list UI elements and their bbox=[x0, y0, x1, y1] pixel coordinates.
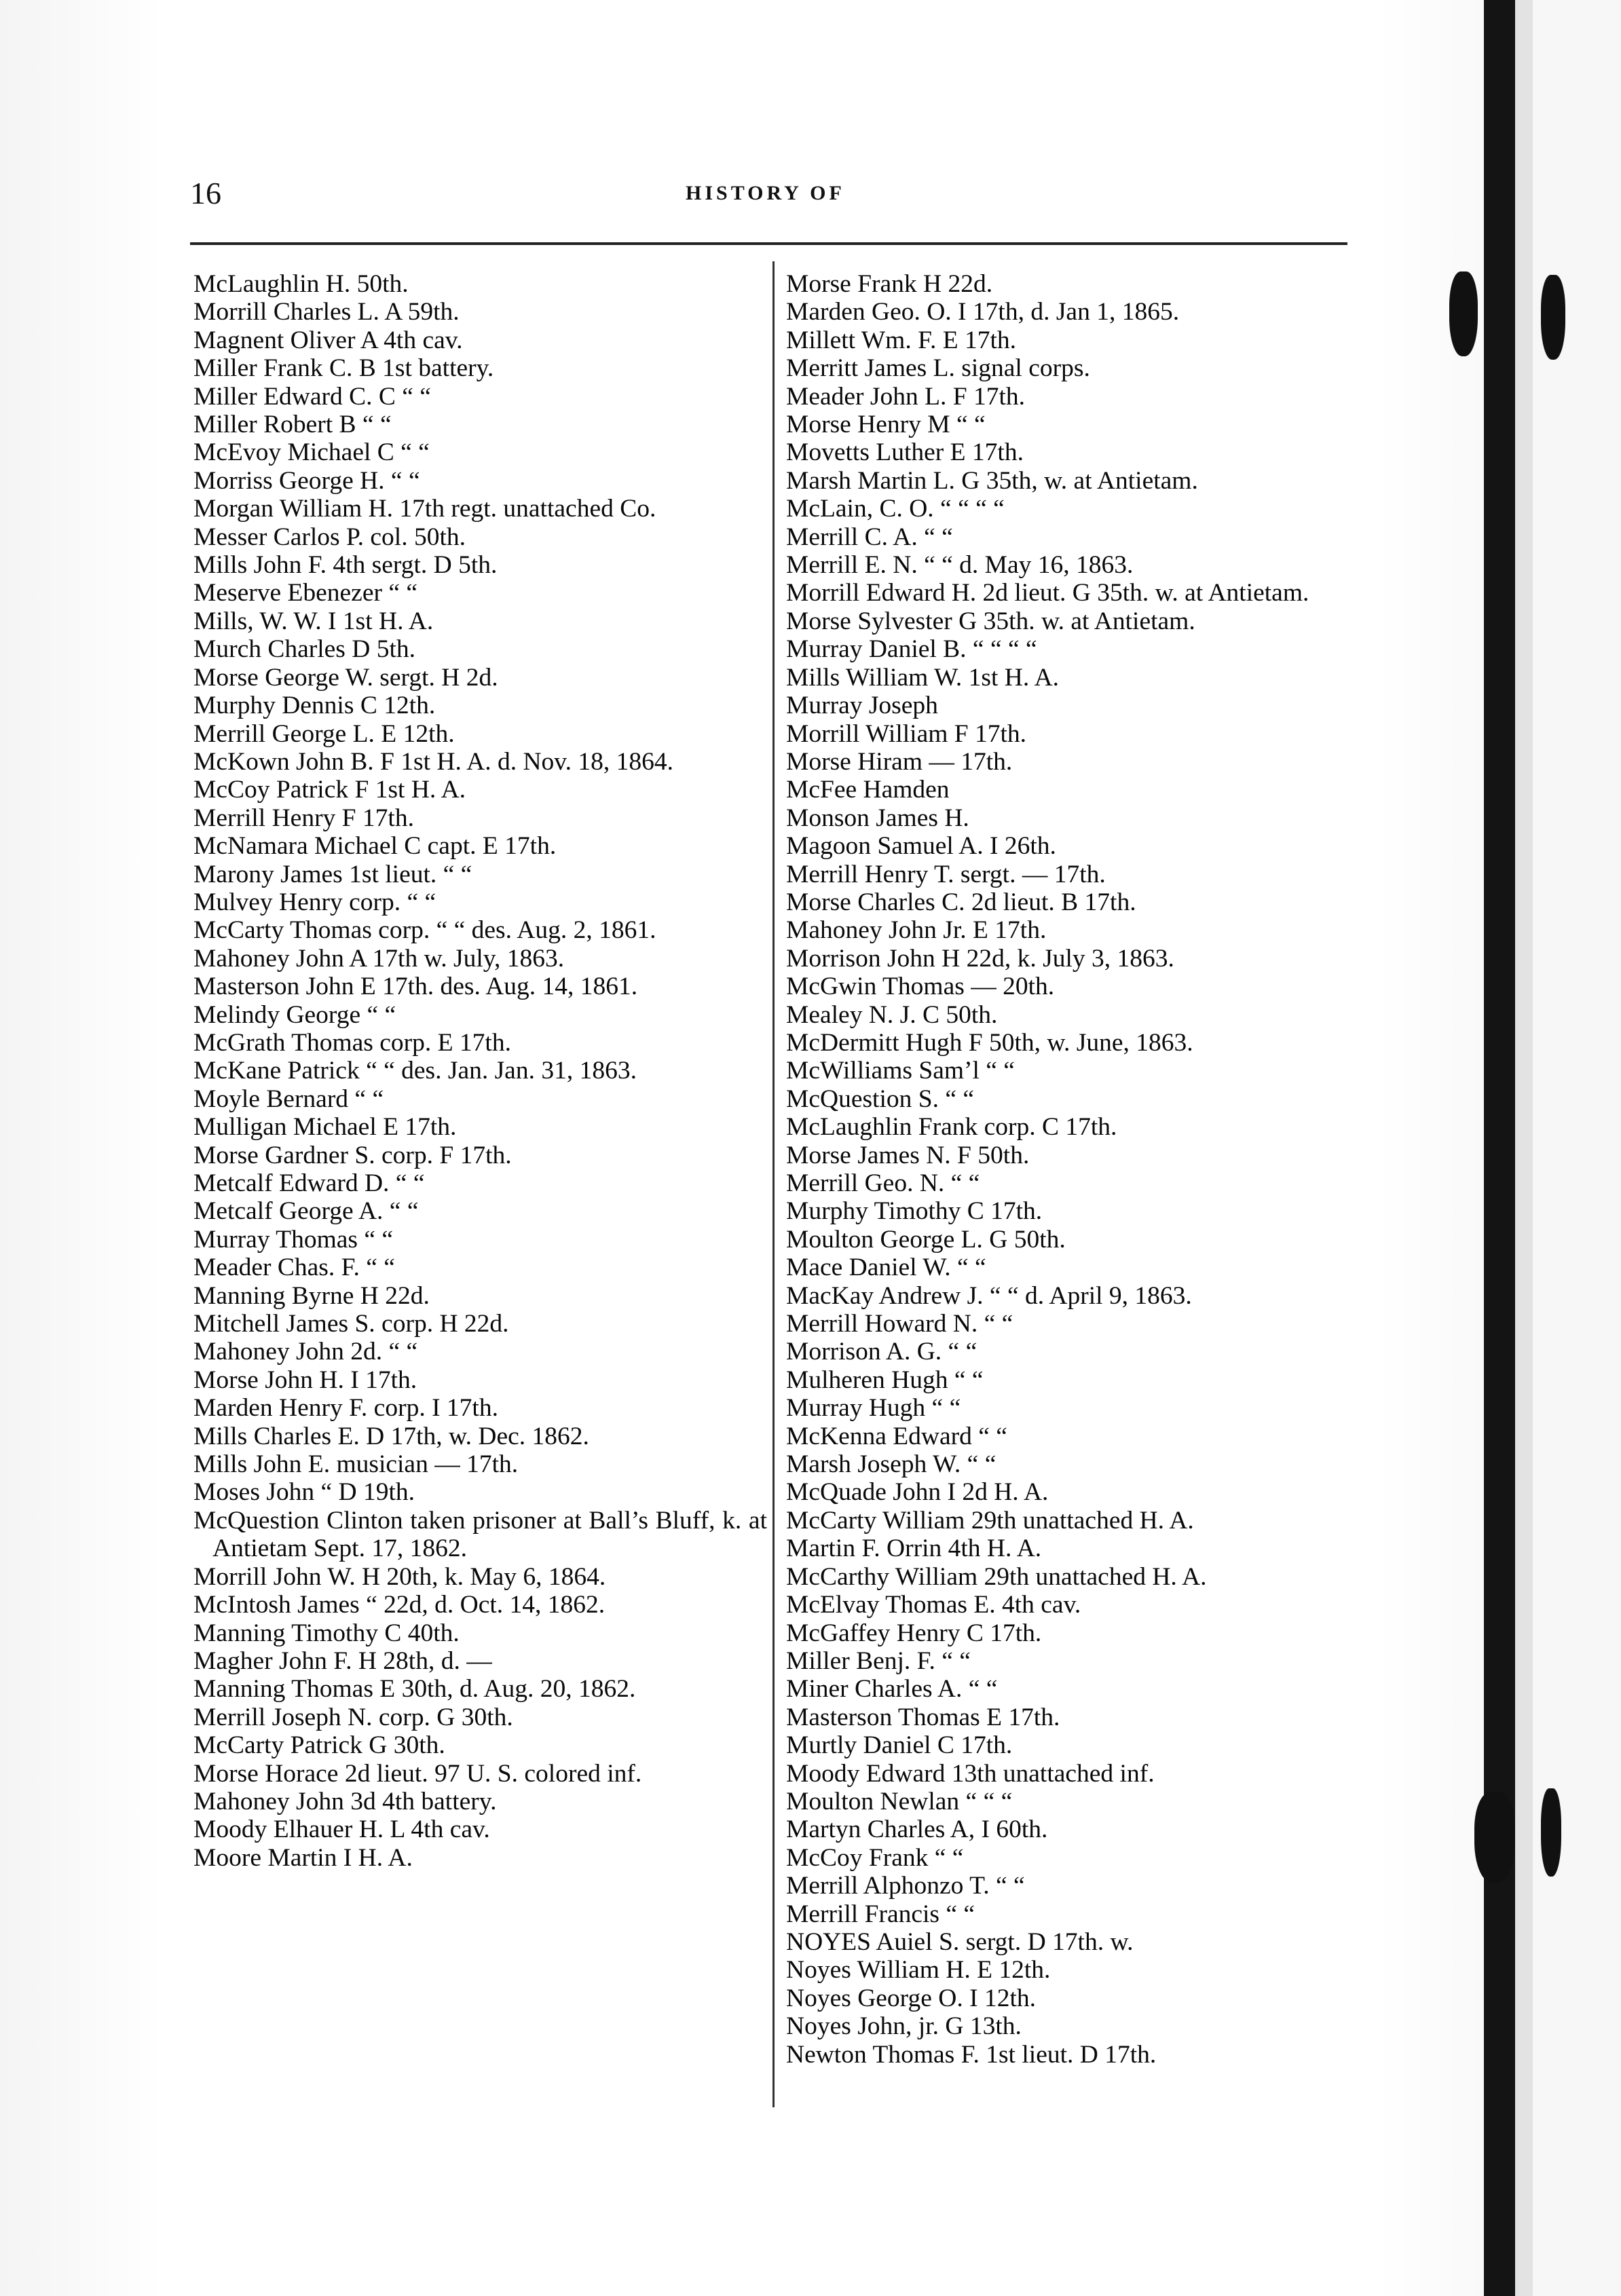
roster-entry: Murch Charles D 5th. bbox=[193, 635, 416, 664]
roster-entry: Mace Daniel W. “ “ bbox=[786, 1254, 986, 1282]
roster-entry: Morse John H. I 17th. bbox=[193, 1366, 417, 1394]
roster-entry: Meader John L. F 17th. bbox=[786, 382, 1026, 411]
roster-entry: Morse Frank H 22d. bbox=[786, 270, 993, 298]
roster-entry: McCarthy William 29th unattached H. A. bbox=[786, 1562, 1207, 1591]
roster-entry: Moody Elhauer H. L 4th cav. bbox=[193, 1815, 490, 1844]
roster-entry: McLaughlin H. 50th. bbox=[193, 270, 409, 298]
roster-entry: Mills Charles E. D 17th, w. Dec. 1862. bbox=[193, 1422, 589, 1450]
roster-entry: Manning Thomas E 30th, d. Aug. 20, 1862. bbox=[193, 1675, 636, 1704]
roster-entry: McGrath Thomas corp. E 17th. bbox=[193, 1028, 511, 1057]
roster-entry: Moore Martin I H. A. bbox=[193, 1843, 413, 1872]
roster-entry: Merrill C. A. “ “ bbox=[786, 523, 953, 551]
binding-gutter-shadow bbox=[1484, 0, 1515, 2296]
roster-entry: Marden Henry F. corp. I 17th. bbox=[193, 1394, 498, 1423]
roster-entry: Marsh Martin L. G 35th, w. at Antietam. bbox=[786, 466, 1198, 495]
roster-entry: Mealey N. J. C 50th. bbox=[786, 1000, 998, 1029]
roster-entry: McFee Hamden bbox=[786, 776, 950, 804]
roster-entry: Miller Robert B “ “ bbox=[193, 411, 392, 439]
roster-entry: Marsh Joseph W. “ “ bbox=[786, 1450, 996, 1479]
roster-entry: Miller Benj. F. “ “ bbox=[786, 1646, 971, 1675]
roster-entry: Morse Gardner S. corp. F 17th. bbox=[193, 1141, 512, 1169]
roster-entry: Moody Edward 13th unattached inf. bbox=[786, 1759, 1155, 1788]
roster-entry: McKown John B. F 1st H. A. d. Nov. 18, 1864. bbox=[193, 747, 673, 776]
roster-entry: Noyes John, jr. G 13th. bbox=[786, 2012, 1022, 2041]
roster-entry: McLain, C. O. “ “ “ “ bbox=[786, 495, 1005, 523]
roster-entry: Merritt James L. signal corps. bbox=[786, 354, 1090, 383]
roster-entry: Miller Frank C. B 1st battery. bbox=[193, 354, 494, 383]
roster-entry: Mulligan Michael E 17th. bbox=[193, 1113, 457, 1142]
roster-entry: Magher John F. H 28th, d. — bbox=[193, 1646, 492, 1675]
roster-entry: Masterson John E 17th. des. Aug. 14, 1861. bbox=[193, 973, 638, 1001]
roster-entry: Mahoney John A 17th w. July, 1863. bbox=[193, 944, 565, 973]
roster-entry: Noyes William H. E 12th. bbox=[786, 1956, 1051, 1984]
roster-entry: McQuade John I 2d H. A. bbox=[786, 1478, 1049, 1507]
roster-entry: Murray Hugh “ “ bbox=[786, 1394, 961, 1423]
header-rule bbox=[190, 242, 1347, 245]
roster-entry: Murray Joseph bbox=[786, 692, 938, 720]
roster-entry: Moulton Newlan “ “ “ bbox=[786, 1787, 1013, 1815]
roster-entry: Moulton George L. G 50th. bbox=[786, 1225, 1066, 1254]
roster-entry: Marden Geo. O. I 17th, d. Jan 1, 1865. bbox=[786, 298, 1180, 326]
roster-entry: McKenna Edward “ “ bbox=[786, 1422, 1007, 1450]
roster-entry: McNamara Michael C capt. E 17th. bbox=[193, 832, 557, 861]
roster-entry: McEvoy Michael C “ “ bbox=[193, 438, 430, 467]
roster-entry: Morse Sylvester G 35th. w. at Antietam. bbox=[786, 607, 1195, 635]
ink-blot bbox=[1449, 271, 1478, 356]
roster-entry: McLaughlin Frank corp. C 17th. bbox=[786, 1113, 1117, 1142]
roster-entry: Morgan William H. 17th regt. unattached Co. bbox=[193, 495, 656, 523]
roster-entry: McCarty William 29th unattached H. A. bbox=[786, 1506, 1194, 1535]
right-column bbox=[786, 270, 1373, 2069]
roster-entry: Melindy George “ “ bbox=[193, 1000, 396, 1029]
roster-entry: Miner Charles A. “ “ bbox=[786, 1675, 998, 1704]
roster-entry: Magoon Samuel A. I 26th. bbox=[786, 832, 1056, 861]
roster-entry: Morrill Edward H. 2d lieut. G 35th. w. at Antietam. bbox=[786, 579, 1309, 607]
roster-entry: McCoy Patrick F 1st H. A. bbox=[193, 776, 466, 804]
roster-entry: Miller Edward C. C “ “ bbox=[193, 382, 431, 411]
roster-entry: NOYES Auiel S. sergt. D 17th. w. bbox=[786, 1927, 1134, 1956]
roster-entry: Murphy Timothy C 17th. bbox=[786, 1197, 1043, 1226]
roster-entry: Mills, W. W. I 1st H. A. bbox=[193, 607, 434, 635]
roster-entry: Murray Daniel B. “ “ “ “ bbox=[786, 635, 1037, 664]
roster-entry: Murphy Dennis C 12th. bbox=[193, 692, 436, 720]
roster-entry: Morrison A. G. “ “ bbox=[786, 1338, 977, 1366]
ink-blot bbox=[1541, 275, 1565, 360]
roster-entry: Morse Horace 2d lieut. 97 U. S. colored inf. bbox=[193, 1759, 642, 1788]
roster-entry: Martin F. Orrin 4th H. A. bbox=[786, 1535, 1042, 1563]
roster-entry: Manning Timothy C 40th. bbox=[193, 1619, 460, 1647]
roster-entry: McWilliams Sam’l “ “ bbox=[786, 1057, 1015, 1085]
roster-entry: McCarty Thomas corp. “ “ des. Aug. 2, 1861. bbox=[193, 916, 656, 945]
roster-entry: Morse James N. F 50th. bbox=[786, 1141, 1030, 1169]
page-number: 16 bbox=[190, 176, 221, 210]
roster-entry: Messer Carlos P. col. 50th. bbox=[193, 523, 466, 551]
roster-entry: Morrill William F 17th. bbox=[786, 719, 1027, 748]
roster-entry: Morse George W. sergt. H 2d. bbox=[193, 663, 498, 692]
roster-entry: Moses John “ D 19th. bbox=[193, 1478, 415, 1507]
roster-entry: McCarty Patrick G 30th. bbox=[193, 1731, 445, 1760]
roster-entry: Mulvey Henry corp. “ “ bbox=[193, 888, 436, 916]
roster-entry: Mulheren Hugh “ “ bbox=[786, 1366, 984, 1394]
roster-entry: McCoy Frank “ “ bbox=[786, 1843, 964, 1872]
roster-entry: McDermitt Hugh F 50th, w. June, 1863. bbox=[786, 1028, 1193, 1057]
roster-entry: Morse Charles C. 2d lieut. B 17th. bbox=[786, 888, 1136, 916]
roster-entry: MacKay Andrew J. “ “ d. April 9, 1863. bbox=[786, 1281, 1192, 1310]
roster-entry: Murray Thomas “ “ bbox=[193, 1225, 394, 1254]
roster-entry: Mahoney John 3d 4th battery. bbox=[193, 1787, 497, 1815]
roster-entry: Murtly Daniel C 17th. bbox=[786, 1731, 1013, 1760]
roster-entry: McGaffey Henry C 17th. bbox=[786, 1619, 1042, 1647]
running-head: HISTORY OF bbox=[686, 182, 845, 204]
ink-blot bbox=[1541, 1788, 1561, 1877]
roster-entry: Morse Hiram — 17th. bbox=[786, 747, 1013, 776]
roster-entry: Mitchell James S. corp. H 22d. bbox=[193, 1310, 509, 1338]
roster-entry: Merrill Howard N. “ “ bbox=[786, 1310, 1013, 1338]
roster-entry: Merrill George L. E 12th. bbox=[193, 719, 455, 748]
roster-entry: Morriss George H. “ “ bbox=[193, 466, 420, 495]
roster-entry: Merrill Geo. N. “ “ bbox=[786, 1169, 980, 1197]
roster-entry: Martyn Charles A, I 60th. bbox=[786, 1815, 1048, 1844]
column-divider bbox=[772, 261, 775, 2107]
roster-entry: Merrill Henry T. sergt. — 17th. bbox=[786, 860, 1106, 888]
roster-entry: Merrill Joseph N. corp. G 30th. bbox=[193, 1703, 513, 1731]
roster-entry: Mahoney John Jr. E 17th. bbox=[786, 916, 1047, 945]
roster-entry: Moyle Bernard “ “ bbox=[193, 1085, 384, 1113]
roster-entry: Metcalf George A. “ “ bbox=[193, 1197, 419, 1226]
roster-entry: Mills William W. 1st H. A. bbox=[786, 663, 1060, 692]
roster-entry: Noyes George O. I 12th. bbox=[786, 1984, 1036, 2012]
binding-gutter-edge bbox=[1515, 0, 1533, 2296]
roster-entry: McQuestion Clinton taken prisoner at Ball’s Bluff, k. at Antietam Sept. 17, 1862. bbox=[193, 1506, 767, 1563]
ink-blot bbox=[1474, 1792, 1515, 1883]
roster-entry: Meader Chas. F. “ “ bbox=[193, 1254, 395, 1282]
roster-entry: Manning Byrne H 22d. bbox=[193, 1281, 430, 1310]
roster-entry: Metcalf Edward D. “ “ bbox=[193, 1169, 425, 1197]
roster-entry: Meserve Ebenezer “ “ bbox=[193, 579, 417, 607]
roster-entry: Mills John F. 4th sergt. D 5th. bbox=[193, 551, 498, 580]
roster-entry: Monson James H. bbox=[786, 804, 969, 832]
roster-entry: Marony James 1st lieut. “ “ bbox=[193, 860, 472, 888]
roster-entry: Millett Wm. F. E 17th. bbox=[786, 326, 1017, 354]
roster-entry: McElvay Thomas E. 4th cav. bbox=[786, 1591, 1081, 1619]
left-column bbox=[193, 270, 767, 1872]
roster-entry: McQuestion S. “ “ bbox=[786, 1085, 975, 1113]
roster-entry: Newton Thomas F. 1st lieut. D 17th. bbox=[786, 2040, 1157, 2069]
roster-entry: Movetts Luther E 17th. bbox=[786, 438, 1024, 467]
roster-entry: Masterson Thomas E 17th. bbox=[786, 1703, 1060, 1731]
roster-entry: Merrill Henry F 17th. bbox=[193, 804, 414, 832]
roster-entry: Merrill E. N. “ “ d. May 16, 1863. bbox=[786, 551, 1134, 580]
roster-entry: Morrill Charles L. A 59th. bbox=[193, 298, 460, 326]
roster-entry: Mills John E. musician — 17th. bbox=[193, 1450, 519, 1479]
roster-entry: Merrill Francis “ “ bbox=[786, 1900, 975, 1928]
roster-entry: McKane Patrick “ “ des. Jan. Jan. 31, 1863. bbox=[193, 1057, 637, 1085]
roster-entry: Mahoney John 2d. “ “ bbox=[193, 1338, 418, 1366]
roster-entry: Morrill John W. H 20th, k. May 6, 1864. bbox=[193, 1562, 606, 1591]
roster-entry: McIntosh James “ 22d, d. Oct. 14, 1862. bbox=[193, 1591, 605, 1619]
roster-entry: McGwin Thomas — 20th. bbox=[786, 973, 1055, 1001]
roster-entry: Magnent Oliver A 4th cav. bbox=[193, 326, 463, 354]
roster-entry: Merrill Alphonzo T. “ “ bbox=[786, 1872, 1025, 1900]
roster-entry: Morrison John H 22d, k. July 3, 1863. bbox=[786, 944, 1174, 973]
roster-entry: Morse Henry M “ “ bbox=[786, 411, 986, 439]
